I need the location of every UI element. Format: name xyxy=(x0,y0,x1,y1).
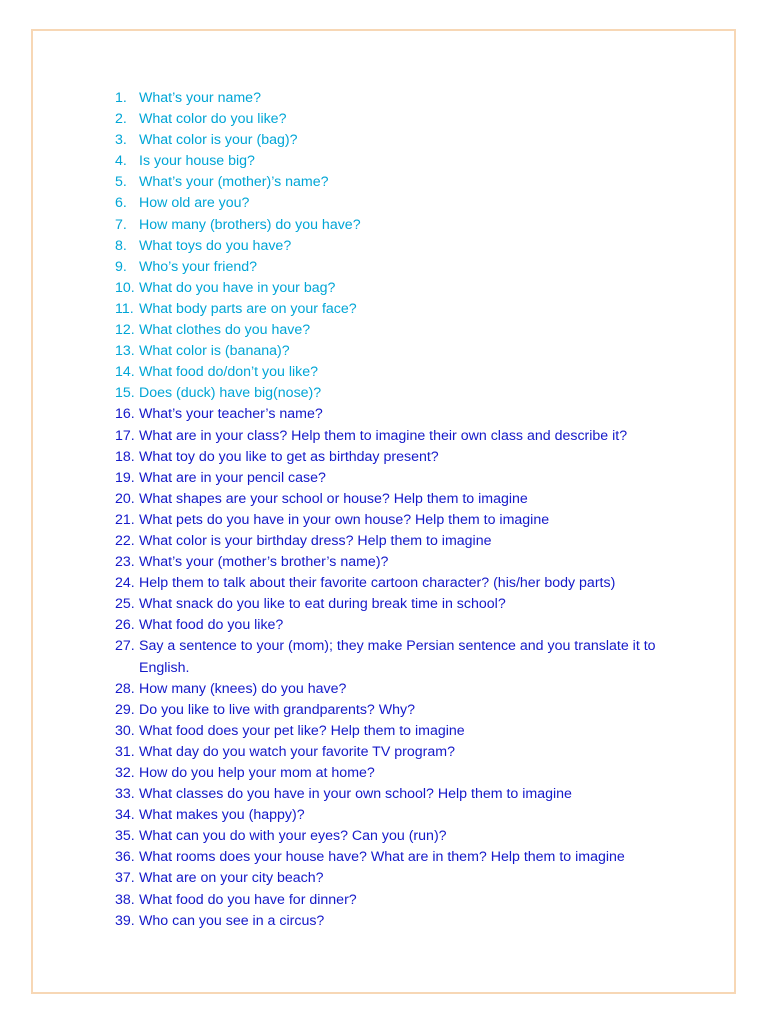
question-text: What are in your pencil case? xyxy=(139,469,326,486)
question-text: Say a sentence to your (mom); they make Persian sentence and you translate it to English. xyxy=(139,638,656,676)
question-item xyxy=(115,826,715,847)
question-text: What food do/don’t you like? xyxy=(139,364,319,381)
question-item xyxy=(115,426,715,447)
question-text: What food do you have for dinner? xyxy=(139,891,357,908)
question-number: 6. xyxy=(115,195,127,212)
question-item xyxy=(115,594,715,615)
question-item xyxy=(115,151,715,172)
question-number: 8. xyxy=(115,237,127,254)
question-text: What shapes are your school or house? Help them to imagine xyxy=(139,490,528,507)
question-number: 31. xyxy=(115,743,135,760)
question-number: 3. xyxy=(115,132,127,149)
question-item xyxy=(115,193,715,214)
question-text: Who can you see in a circus? xyxy=(139,912,325,929)
question-item xyxy=(115,742,715,763)
question-text: What color is your (bag)? xyxy=(139,132,298,149)
question-text: What’s your (mother)’s name? xyxy=(139,174,329,191)
question-text: How old are you? xyxy=(139,195,250,212)
question-number: 18. xyxy=(115,448,135,465)
question-text: What day do you watch your favorite TV program? xyxy=(139,743,455,760)
question-number: 27. xyxy=(115,638,135,655)
question-item xyxy=(115,700,715,721)
question-number: 29. xyxy=(115,701,135,718)
question-number: 23. xyxy=(115,554,135,571)
question-number: 28. xyxy=(115,680,135,697)
question-item xyxy=(115,404,715,425)
question-item xyxy=(115,362,715,383)
question-text: What makes you (happy)? xyxy=(139,807,305,824)
question-text: Do you like to live with grandparents? Why? xyxy=(139,701,416,718)
question-item xyxy=(115,679,715,700)
question-number: 16. xyxy=(115,406,135,423)
question-item xyxy=(115,299,715,320)
question-number: 24. xyxy=(115,575,135,592)
question-text: What toy do you like to get as birthday present? xyxy=(139,448,439,465)
question-item xyxy=(115,215,715,236)
question-text: What color is (banana)? xyxy=(139,343,290,360)
question-number: 21. xyxy=(115,511,135,528)
question-text: How many (knees) do you have? xyxy=(139,680,347,697)
question-number: 38. xyxy=(115,891,135,908)
question-item xyxy=(115,320,715,341)
question-number: 15. xyxy=(115,385,135,402)
question-text: What can you do with your eyes? Can you (run)? xyxy=(139,828,447,845)
question-number: 19. xyxy=(115,469,135,486)
question-text: What food do you like? xyxy=(139,617,284,634)
question-text: What snack do you like to eat during break time in school? xyxy=(139,596,506,613)
question-number: 14. xyxy=(115,364,135,381)
question-text: What do you have in your bag? xyxy=(139,279,336,296)
question-number: 36. xyxy=(115,849,135,866)
question-item xyxy=(115,636,715,678)
question-number: 20. xyxy=(115,490,135,507)
question-text: What clothes do you have? xyxy=(139,322,311,339)
question-item xyxy=(115,615,715,636)
question-item xyxy=(115,447,715,468)
question-item xyxy=(115,784,715,805)
question-number: 4. xyxy=(115,153,127,170)
question-text: What body parts are on your face? xyxy=(139,300,357,317)
question-text: What color is your birthday dress? Help them to imagine xyxy=(139,532,492,549)
question-item xyxy=(115,88,715,109)
question-number: 34. xyxy=(115,807,135,824)
question-number: 35. xyxy=(115,828,135,845)
question-item xyxy=(115,109,715,130)
question-number: 2. xyxy=(115,111,127,128)
question-number: 9. xyxy=(115,258,127,275)
question-number: 17. xyxy=(115,427,135,444)
question-number: 13. xyxy=(115,343,135,360)
question-list xyxy=(115,88,715,932)
question-item xyxy=(115,763,715,784)
question-text: What’s your (mother’s brother’s name)? xyxy=(139,554,389,571)
question-item xyxy=(115,236,715,257)
question-number: 7. xyxy=(115,216,127,233)
question-text: What’s your name? xyxy=(139,90,261,106)
question-item xyxy=(115,341,715,362)
question-item xyxy=(115,573,715,594)
question-text: What’s your teacher’s name? xyxy=(139,406,323,423)
question-item xyxy=(115,911,715,932)
question-number: 1. xyxy=(115,90,127,106)
question-item xyxy=(115,130,715,151)
question-item xyxy=(115,890,715,911)
question-number: 5. xyxy=(115,174,127,191)
question-item xyxy=(115,510,715,531)
question-number: 39. xyxy=(115,912,135,929)
question-text: What rooms does your house have? What are in them? Help them to imagine xyxy=(139,849,625,866)
question-text: How do you help your mom at home? xyxy=(139,765,375,781)
question-text: What food does your pet like? Help them to imagine xyxy=(139,722,465,739)
question-number: 11. xyxy=(115,300,134,317)
question-item xyxy=(115,868,715,889)
question-number: 37. xyxy=(115,870,135,887)
question-item xyxy=(115,383,715,404)
question-text: Does (duck) have big(nose)? xyxy=(139,385,322,402)
question-item xyxy=(115,278,715,299)
question-number: 33. xyxy=(115,786,135,803)
question-text: What toys do you have? xyxy=(139,237,292,254)
question-number: 12. xyxy=(115,322,135,339)
question-number: 26. xyxy=(115,617,135,634)
question-item xyxy=(115,805,715,826)
question-item xyxy=(115,552,715,573)
question-text: Help them to talk about their favorite cartoon character? (his/her body parts) xyxy=(139,575,616,592)
question-item xyxy=(115,257,715,278)
question-item xyxy=(115,531,715,552)
question-number: 10. xyxy=(115,279,135,296)
question-item xyxy=(115,721,715,742)
question-item xyxy=(115,468,715,489)
question-text: What pets do you have in your own house? Help them to imagine xyxy=(139,511,550,528)
question-number: 25. xyxy=(115,596,135,613)
question-text: What are in your class? Help them to imagine their own class and describe it? xyxy=(139,427,628,444)
question-item xyxy=(115,172,715,193)
question-text: How many (brothers) do you have? xyxy=(139,216,361,233)
question-text: What color do you like? xyxy=(139,111,287,128)
question-number: 22. xyxy=(115,532,135,549)
question-text: Who’s your friend? xyxy=(139,258,258,275)
question-text: Is your house big? xyxy=(139,153,255,170)
question-item xyxy=(115,489,715,510)
question-number: 32. xyxy=(115,765,135,781)
question-number: 30. xyxy=(115,722,135,739)
question-text: What classes do you have in your own school? Help them to imagine xyxy=(139,786,572,803)
question-text: What are on your city beach? xyxy=(139,870,324,887)
question-item xyxy=(115,847,715,868)
